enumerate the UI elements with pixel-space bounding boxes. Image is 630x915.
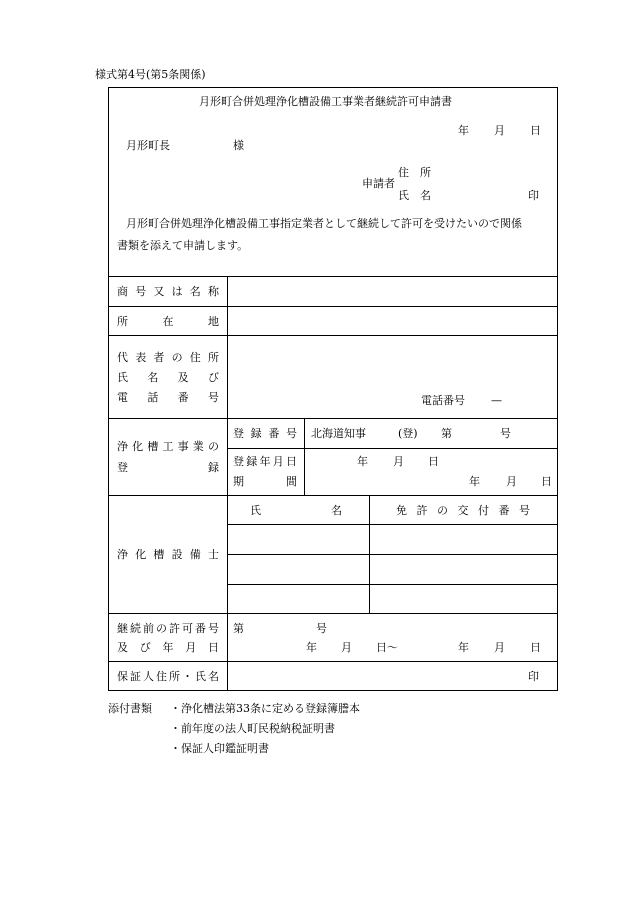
reg-period-day: 日	[541, 475, 552, 488]
guarantor-seal: 印	[528, 670, 539, 683]
reg-number-label: 登 録 番 号	[233, 427, 297, 440]
prev-year2: 年	[458, 641, 469, 654]
applicant-address-label: 住 所	[398, 166, 431, 179]
applicant-label: 申請者	[362, 177, 395, 190]
applicant-seal: 印	[528, 189, 539, 202]
column-divider	[369, 495, 370, 613]
divider	[108, 418, 558, 419]
prev-label-line2: 及 び 年 月 日	[117, 641, 219, 654]
attachment-item: ・保証人印鑑証明書	[170, 742, 269, 755]
prev-month1: 月	[341, 641, 352, 654]
date-year: 年	[458, 124, 469, 137]
prev-label-line1: 継 続 前 の 許 可 番 号	[117, 622, 219, 635]
form-label: 様式第4号(第5条関係)	[95, 68, 206, 81]
divider	[108, 661, 558, 662]
phone-dash: —	[491, 394, 502, 407]
reg-dai: 第	[441, 427, 452, 440]
prev-year1: 年	[306, 641, 317, 654]
equipment-label: 浄 化 槽 設 備 士	[117, 548, 219, 561]
attachments-label: 添付書類	[108, 702, 152, 715]
reg-date-year: 年	[357, 455, 368, 468]
addressee-honorific: 様	[233, 139, 244, 152]
body-text-line1: 月形町合併処理浄化槽設備工事指定業者として継続して許可を受けたいので関係	[126, 217, 522, 230]
divider	[227, 448, 558, 449]
reg-go: 号	[500, 427, 511, 440]
column-divider	[304, 418, 305, 495]
prev-go: 号	[316, 622, 327, 635]
applicant-name-label: 氏 名	[398, 189, 431, 202]
divider	[108, 613, 558, 614]
addressee-name: 月形町長	[126, 139, 170, 152]
column-divider	[227, 276, 228, 691]
prev-day1: 日～	[376, 641, 398, 654]
septic-label-line1: 浄 化 槽 工 事 業 の	[117, 440, 219, 453]
reg-date-month: 月	[393, 455, 404, 468]
divider	[227, 584, 558, 585]
reg-date-day: 日	[428, 455, 439, 468]
attachment-item: ・浄化槽法第33条に定める登録簿謄本	[170, 702, 360, 715]
trade-name-label: 商 号 又 は 名 称	[117, 285, 219, 298]
prev-day2: 日	[530, 641, 541, 654]
prev-dai: 第	[233, 622, 244, 635]
divider	[108, 306, 558, 307]
reg-period-month: 月	[506, 475, 517, 488]
rep-label-line1: 代 表 者 の 住 所	[117, 351, 219, 364]
phone-label: 電話番号	[421, 394, 465, 407]
reg-mark: (登)	[398, 427, 418, 440]
date-day: 日	[530, 124, 541, 137]
divider	[227, 554, 558, 555]
attachment-item: ・前年度の法人町民税納税証明書	[170, 722, 335, 735]
date-month: 月	[494, 124, 505, 137]
equipment-col-name: 氏 名	[250, 504, 342, 517]
body-text-line2: 書類を添えて申請します。	[117, 239, 249, 252]
rep-label-line3: 電 話 番 号	[117, 391, 219, 404]
guarantor-label: 保 証 人 住 所 ・ 氏 名	[117, 670, 219, 683]
reg-date-label2: 期 間	[233, 475, 297, 488]
prev-month2: 月	[494, 641, 505, 654]
divider	[108, 495, 558, 496]
rep-label-line2: 氏 名 及 び	[117, 371, 219, 384]
form-title: 月形町合併処理浄化槽設備工事業者継続許可申請書	[199, 95, 452, 108]
application-form-frame	[108, 87, 558, 691]
divider	[108, 335, 558, 336]
septic-label-line2: 登 録	[117, 461, 219, 474]
reg-issuer: 北海道知事	[311, 427, 366, 440]
equipment-col-license: 免 許 の 交 付 番 号	[396, 504, 530, 517]
divider	[108, 276, 558, 277]
reg-period-year: 年	[469, 475, 480, 488]
location-label: 所 在 地	[117, 315, 219, 328]
divider	[227, 524, 558, 525]
reg-date-label1: 登 録 年 月 日	[233, 455, 297, 468]
